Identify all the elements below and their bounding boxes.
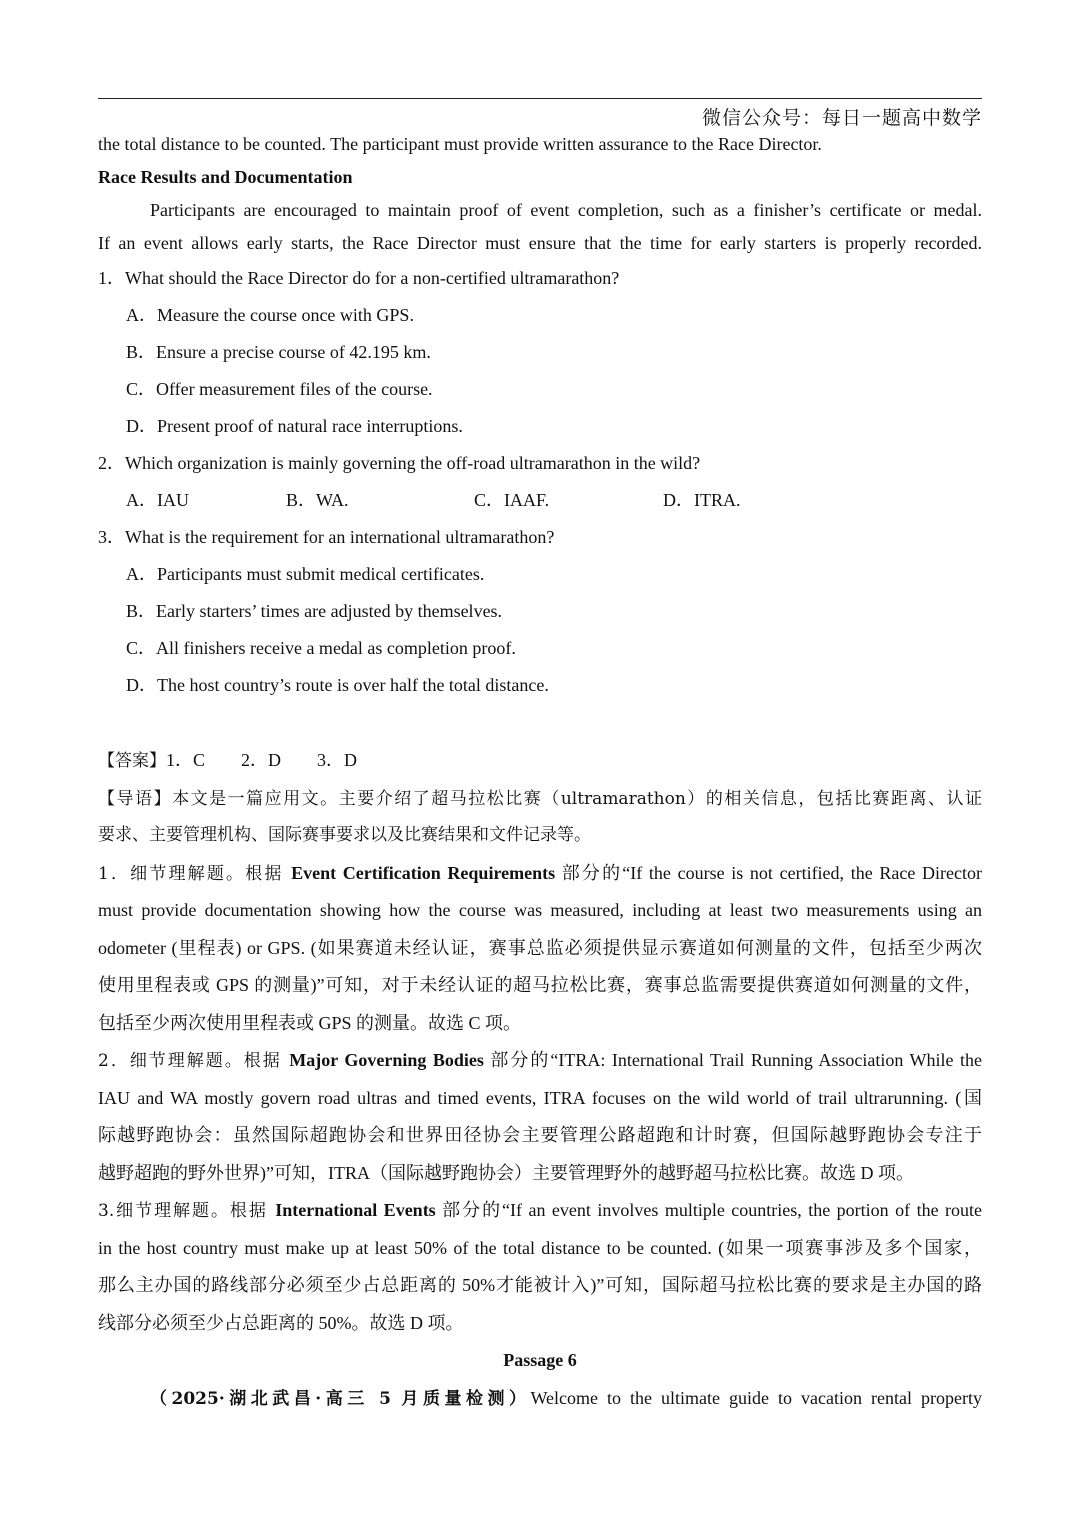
guide-line: 要求、主要管理机构、国际赛事要求以及比赛结果和文件记录等。 [98, 825, 591, 845]
question-option: D．The host country’s route is over half the total distance. [126, 675, 549, 695]
question-option: C．IAAF. [474, 490, 550, 510]
answer-label: 【答案】 [98, 751, 166, 771]
passage-intro-line [98, 1380, 982, 1418]
explanation-line: must provide documentation showing how the course was measured, including at least two measurements using an [98, 900, 982, 920]
question-stem: 3．What is the requirement for an international ultramarathon? [98, 527, 555, 547]
explanation-line [98, 1042, 982, 1080]
explanation-line: odometer (里程表) or GPS. (如果赛道未经认证，赛事总监必须提供显示赛道如何测量的文件，包括至少两次 [98, 937, 982, 958]
guide-line [98, 780, 982, 818]
explanation-line: 越野超跑的野外世界)”可知，ITRA（国际越野跑协会）主要管理野外的越野超马拉松比赛。故选 D 项。 [98, 1162, 914, 1183]
guide-label: 【导语】 [98, 788, 173, 809]
explanation-keyword: Major Governing Bodies [289, 1050, 484, 1070]
header-rule [98, 98, 982, 99]
question-option: B．WA. [286, 490, 349, 510]
explanation-prefix: 1．细节理解题。根据 [98, 863, 292, 884]
explanation-keyword: Event Certification Requirements [291, 862, 556, 883]
explanation-line: in the host country must make up at least 50% of the total distance to be counted. (如果一项赛事涉及多个国家， [98, 1237, 982, 1258]
explanation-line: 际越野跑协会：虽然国际超跑协会和世界田径协会主要管理公路超跑和计时赛，但国际越野跑协会专注于 [98, 1125, 982, 1145]
passage-carry-line: the total distance to be counted. The participant must provide written assurance to the Race Director. [98, 134, 822, 154]
spacer [98, 704, 982, 742]
explanation-line: 那么主办国的路线部分必须至少占总距离的 50%才能被计入)”可知，国际超马拉松比赛的要求是主办国的路 [98, 1275, 982, 1295]
explanation-prefix: 2．细节理解题。根据 [98, 1051, 290, 1071]
question-option: B．Early starters’ times are adjusted by themselves. [126, 601, 503, 621]
passage-paragraph-line: Participants are encouraged to maintain proof of event completion, such as a finisher’s certificate or medal. [150, 200, 982, 220]
page-content [98, 128, 982, 1417]
explanation-line [98, 1192, 982, 1230]
passage-source: （2025·湖北武昌·高三 5 月质量检测） [150, 1388, 531, 1409]
question-options-row [98, 482, 982, 519]
explanation-line: 线部分必须至少占总距离的 50%。故选 D 项。 [98, 1312, 464, 1333]
question-stem: 1．What should the Race Director do for a non-certified ultramarathon? [98, 268, 620, 288]
question-option: A．IAU [126, 490, 189, 510]
explanation-keyword: International Events [275, 1200, 436, 1220]
question-option: D．Present proof of natural race interruptions. [126, 416, 463, 436]
explanation-line: IAU and WA mostly govern road ultras and timed events, ITRA focuses on the wild world of trail ultrarunning. (国 [98, 1087, 982, 1108]
passage-paragraph-line: If an event allows early starts, the Race Director must ensure that the time for early starters is properly recorded. [98, 233, 982, 253]
explanation-line [98, 855, 982, 893]
guide-text: 本文是一篇应用文。主要介绍了超马拉松比赛（ultramarathon）的相关信息，包括比赛距离、认证 [172, 788, 983, 809]
question-option: B．Ensure a precise course of 42.195 km. [126, 342, 431, 362]
question-option: C．Offer measurement files of the course. [126, 379, 433, 399]
question-option: C．All finishers receive a medal as completion proof. [126, 638, 516, 658]
explanation-text: 部分的“ITRA: International Trail Running Association While the [483, 1050, 982, 1070]
explanation-prefix: 3.细节理解题。根据 [98, 1201, 276, 1221]
passage-title: Passage 6 [503, 1350, 577, 1370]
explanation-line: 使用里程表或 GPS 的测量)”可知，对于未经认证的超马拉松比赛，赛事总监需要提供赛道如何测量的文件， [98, 975, 982, 995]
question-option: A．Participants must submit medical certificates. [126, 564, 485, 584]
passage-intro: Welcome to the ultimate guide to vacation rental property [530, 1387, 982, 1408]
answer-text: 1．C 2．D 3．D [166, 750, 358, 770]
explanation-text: 部分的“If an event involves multiple countries, the portion of the route [435, 1200, 983, 1220]
question-stem: 2．Which organization is mainly governing the off-road ultramarathon in the wild? [98, 453, 701, 473]
question-option: A．Measure the course once with GPS. [126, 305, 414, 325]
question-option: D．ITRA. [663, 490, 741, 510]
explanation-line: 包括至少两次使用里程表或 GPS 的测量。故选 C 项。 [98, 1012, 522, 1033]
header-watermark: 微信公众号：每日一题高中数学 [701, 107, 982, 129]
explanation-text: 部分的“If the course is not certified, the Race Director [555, 862, 982, 883]
answer-line [98, 742, 982, 780]
section-heading: Race Results and Documentation [98, 167, 353, 187]
